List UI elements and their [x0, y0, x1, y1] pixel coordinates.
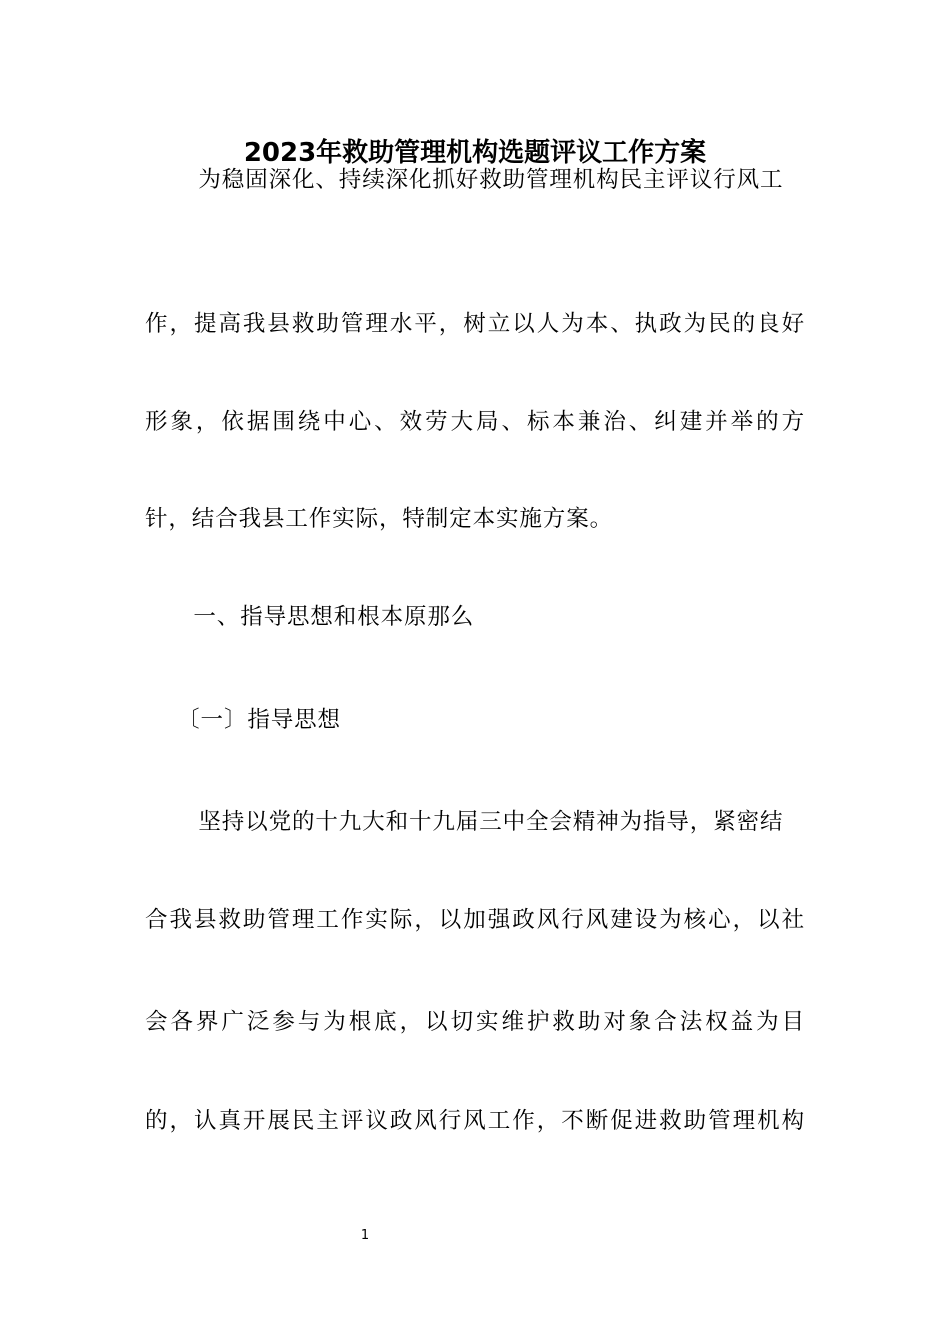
document-title: 2023年救助管理机构选题评议工作方案 — [243, 138, 707, 168]
paragraph-2-line-3: 会各界广泛参与为根底，以切实维护救助对象合法权益为目 — [145, 1009, 805, 1035]
page-number: 1 — [360, 1228, 370, 1243]
paragraph-1-line-4: 针，结合我县工作实际，特制定本实施方案。 — [145, 506, 614, 532]
paragraph-2-line-4: 的，认真开展民主评议政风行风工作，不断促进救助管理机构 — [145, 1108, 805, 1134]
paragraph-1-line-2: 作，提高我县救助管理水平，树立以人为本、执政为民的良好 — [145, 311, 805, 337]
section-heading-1: 一、指导思想和根本原那么 — [170, 604, 475, 630]
paragraph-1-line-1: 为稳固深化、持续深化抓好救助管理机构民主评议行风工 — [175, 167, 784, 193]
paragraph-2-line-1: 坚持以党的十九大和十九届三中全会精神为指导，紧密结 — [175, 809, 784, 835]
paragraph-1-line-3: 形象，依据围绕中心、效劳大局、标本兼治、纠建并举的方 — [145, 409, 805, 435]
subsection-heading-1: 〔一〕指导思想 — [165, 707, 341, 733]
paragraph-2-line-2: 合我县救助管理工作实际，以加强政风行风建设为核心，以社 — [145, 907, 805, 933]
